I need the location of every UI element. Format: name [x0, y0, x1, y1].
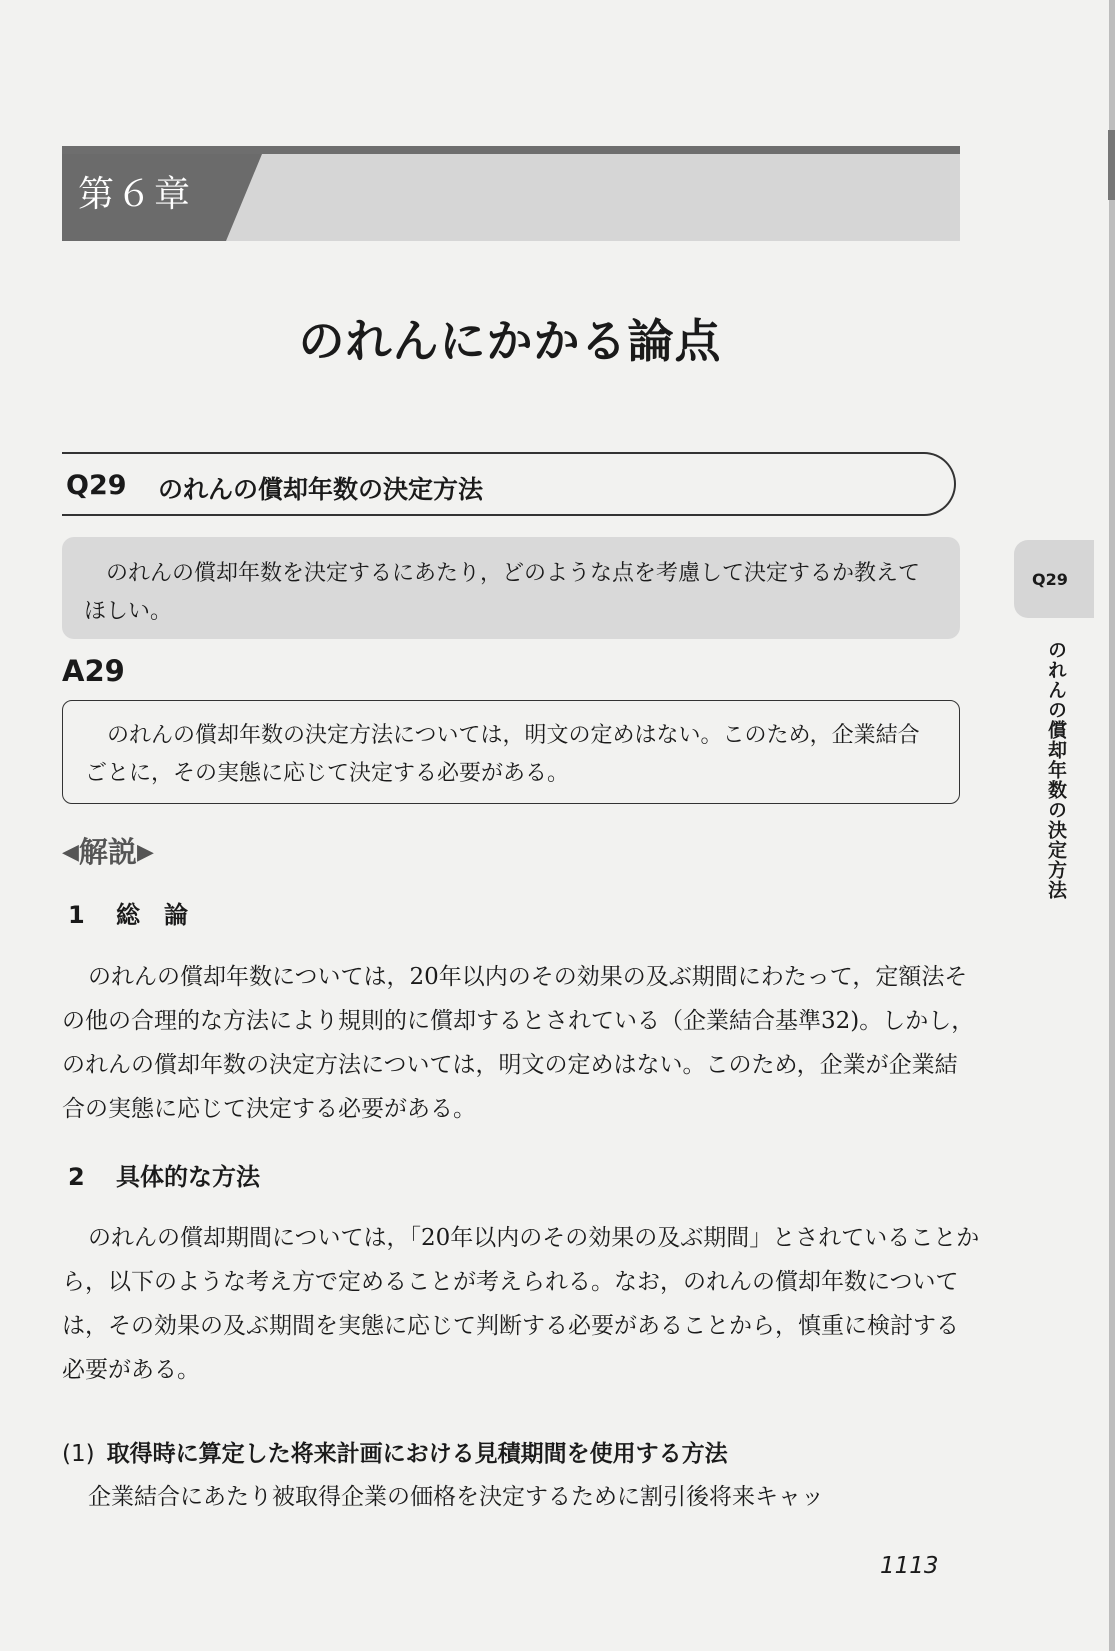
- section-heading-1: [68, 895, 188, 930]
- question-header: [62, 452, 956, 516]
- chapter-label: 第６章: [78, 174, 193, 215]
- chapter-title: のれんにかかる論点: [298, 314, 722, 368]
- subsection-number: (1): [62, 1441, 95, 1467]
- side-index-tab: [1014, 540, 1094, 618]
- commentary-label: 解説: [78, 835, 137, 869]
- triangle-right-icon: ▶: [136, 840, 154, 865]
- answer-label: A29: [62, 654, 125, 688]
- paragraph: のれんの償却期間については，「20年以内のその効果の及ぶ期間」とされていることから，以下のような考え方で定めることが考えられる。なお，のれんの償却年数については，その効果の及ぶ期間を実態に応じて判断する必要があることから，慎重に検討する必要がある。: [62, 1225, 980, 1383]
- paragraph: 企業結合にあたり被取得企業の価格を決定するために割引後将来キャッ: [88, 1484, 824, 1510]
- section-heading-2: [68, 1157, 260, 1192]
- paragraph: のれんの償却年数については，20年以内のその効果の及ぶ期間にわたって，定額法その他の合理的な方法により規則的に償却するとされている（企業結合基準32)。しかし，のれんの償却年数の決定方法については，明文の定めはない。このため，企業が企業結合の実態に応じて決定する必要がある。: [62, 964, 975, 1122]
- question-title: のれんの償却年数の決定方法: [158, 475, 484, 504]
- page-number: 1113: [880, 1553, 939, 1579]
- question-text: のれんの償却年数を決定するにあたり，どのような点を考慮して決定するか教えてほしい。: [84, 561, 921, 624]
- chapter-banner: [62, 146, 960, 241]
- banner-top-rule: [62, 146, 960, 154]
- section-title: 総 論: [116, 901, 188, 929]
- page-edge-mark: [1108, 130, 1115, 200]
- side-vertical-title: のれんの償却年数の決定方法: [1045, 640, 1067, 900]
- triangle-left-icon: ◀: [62, 840, 79, 865]
- page-edge: [1109, 0, 1115, 1651]
- answer-box: [62, 700, 960, 804]
- question-box: [62, 537, 960, 639]
- section-title: 具体的な方法: [116, 1163, 260, 1191]
- subsection-title: 取得時に算定した将来計画における見積期間を使用する方法: [106, 1441, 728, 1467]
- section-number: 1: [68, 901, 85, 929]
- section-body-1: [62, 955, 980, 1131]
- section-number: 2: [68, 1163, 85, 1191]
- side-tab-label: Q29: [1032, 570, 1068, 589]
- question-number: Q29: [66, 470, 127, 501]
- subsection-body-1: [62, 1475, 980, 1519]
- subsection-heading-1: [62, 1435, 728, 1468]
- answer-text: のれんの償却年数の決定方法については，明文の定めはない。このため，企業結合ごとに，その実態に応じて決定する必要がある。: [85, 723, 920, 786]
- commentary-heading: [62, 830, 154, 871]
- section-body-2: [62, 1216, 980, 1392]
